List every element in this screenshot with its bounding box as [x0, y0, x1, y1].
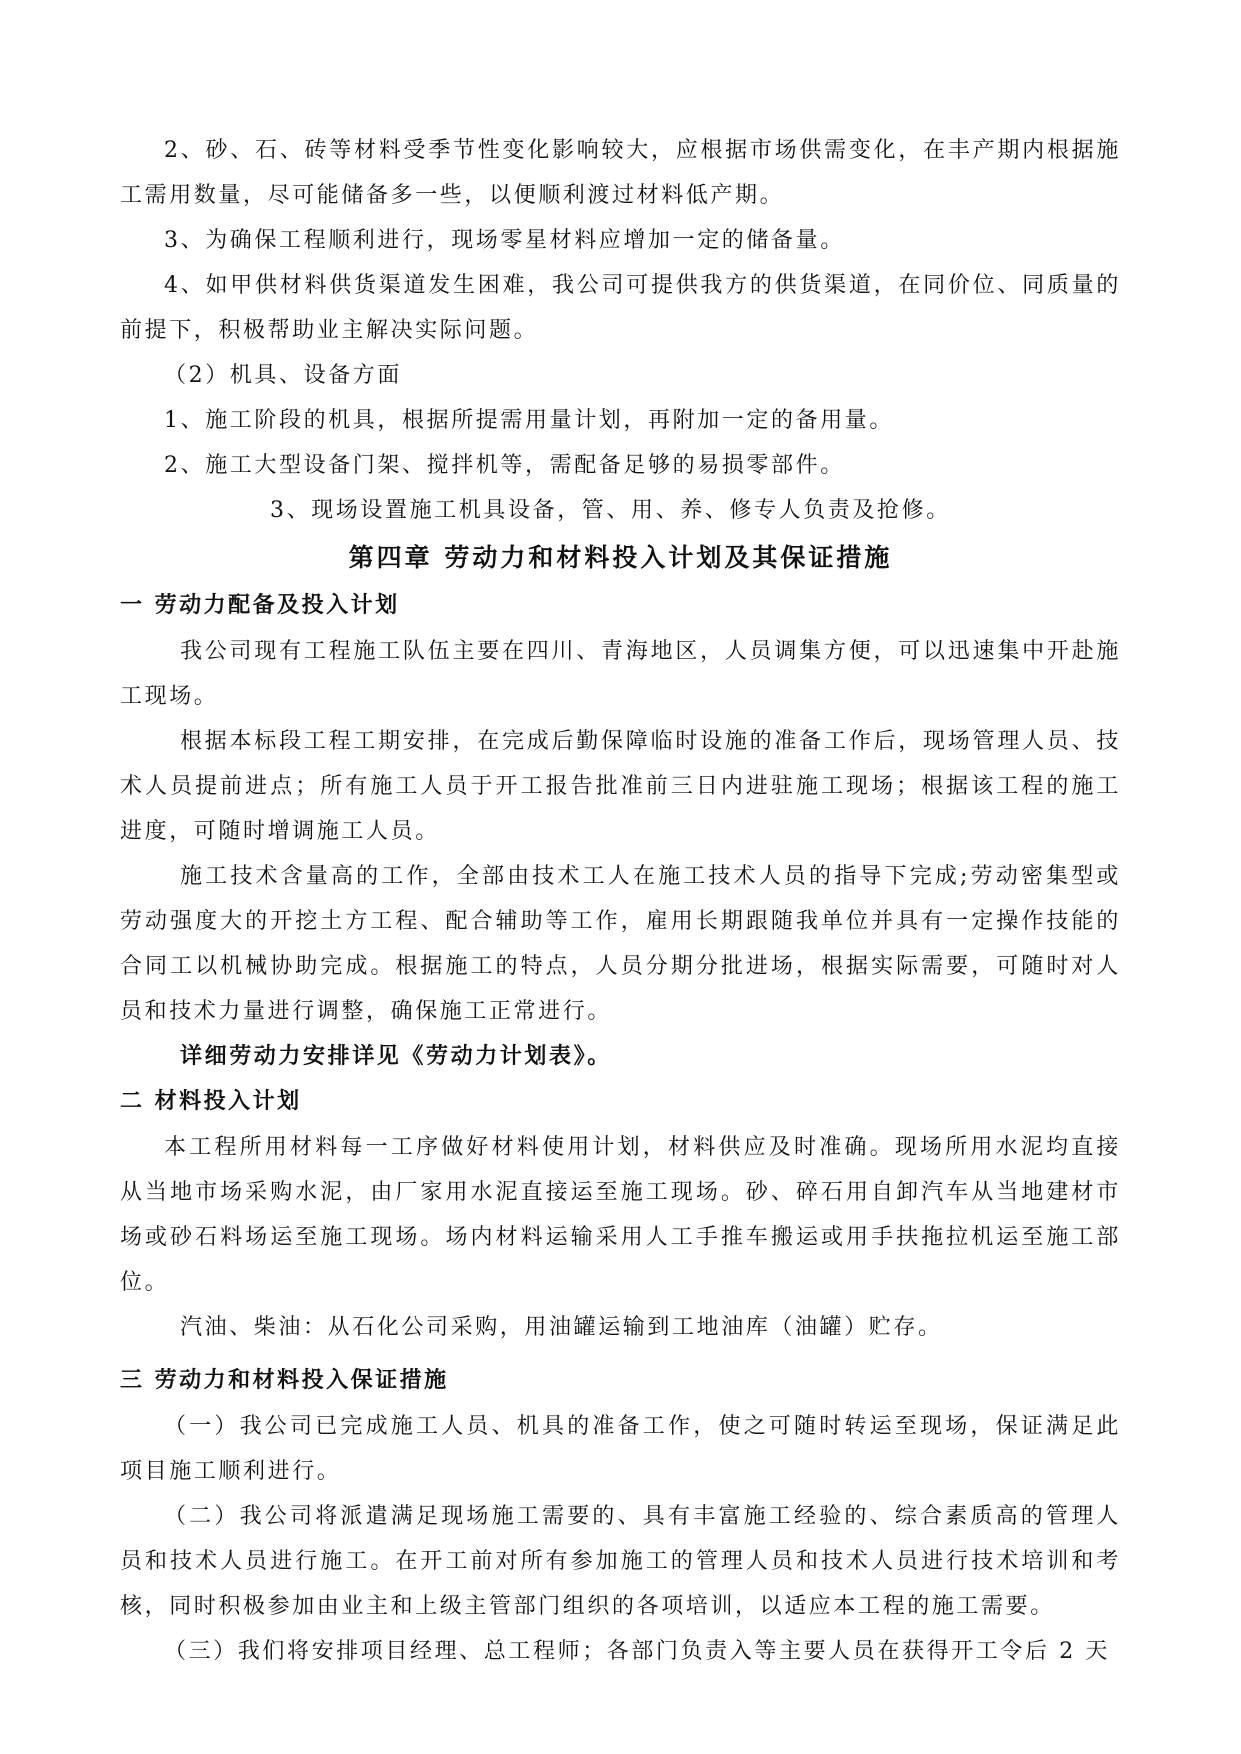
paragraph-guarantee-3: （三）我们将安排项目经理、总工程师；各部门负责入等主要人员在获得开工令后 2 天 — [164, 1639, 1110, 1664]
section-heading-labor: 一 劳动力配备及投入计划 — [120, 593, 400, 618]
paragraph-owner-supply: 4、如甲供材料供货渠道发生困难，我公司可提供我方的供货渠道，在同价位、同质量的前提下，积极帮助业主解决实际问题。 — [120, 273, 1121, 343]
paragraph-site-materials: 3、为确保工程顺利进行，现场零星材料应增加一定的储备量。 — [164, 228, 845, 253]
section-heading-guarantee: 三 劳动力和材料投入保证措施 — [120, 1368, 449, 1393]
paragraph-labor-3: 施工技术含量高的工作，全部由技术工人在施工技术人员的指导下完成;劳动密集型或劳动强度大的开挖土方工程、配合辅助等工作，雇用长期跟随我单位并具有一定操作技能的合同工以机械协助完成。根据施工的特点，人员分期分批进场，根据实际需要，可随时对人员和技术力量进行调整，确保施工正常进行。 — [120, 864, 1121, 1024]
paragraph-labor-1: 我公司现有工程施工队伍主要在四川、青海地区，人员调集方便，可以迅速集中开赴施工现场。 — [120, 639, 1121, 709]
paragraph-guarantee-1: （一）我公司已完成施工人员、机具的准备工作，使之可随时转运至现场，保证满足此项目施工顺利进行。 — [120, 1414, 1121, 1484]
paragraph-equipment-heading: （2）机具、设备方面 — [164, 363, 402, 388]
paragraph-equipment-2: 2、施工大型设备门架、搅拌机等，需配备足够的易损零部件。 — [164, 453, 845, 478]
paragraph-labor-2: 根据本标段工程工期安排，在完成后勤保障临时设施的准备工作后，现场管理人员、技术人员提前进点；所有施工人员于开工报告批准前三日内进驻施工现场；根据该工程的施工进度，可随时增调施工人员。 — [120, 729, 1121, 844]
paragraph-materials-1: 本工程所用材料每一工序做好材料使用计划，材料供应及时准确。现场所用水泥均直接从当地市场采购水泥，由厂家用水泥直接运至施工现场。砂、碎石用自卸汽车从当地建材市场或砂石料场运至施工现场。场内材料运输采用人工手推车搬运或用手扶拖拉机运至施工部位。 — [120, 1135, 1121, 1295]
paragraph-equipment-1: 1、施工阶段的机具，根据所提需用量计划，再附加一定的备用量。 — [164, 408, 894, 433]
chapter-title: 第四章 劳动力和材料投入计划及其保证措施 — [348, 543, 893, 572]
section-heading-materials: 二 材料投入计划 — [120, 1089, 302, 1114]
paragraph-labor-note: 详细劳动力安排详见《劳动力计划表》。 — [180, 1044, 612, 1069]
paragraph-guarantee-2: （二）我公司将派遣满足现场施工需要的、具有丰富施工经验的、综合素质高的管理人员和技术人员进行施工。在开工前对所有参加施工的管理人员和技术人员进行技术培训和考核，同时积极参加由业主和上级主管部门组织的各项培训，以适应本工程的施工需要。 — [120, 1504, 1121, 1619]
paragraph-materials-2: 汽油、柴油：从石化公司采购，用油罐运输到工地油库（油罐）贮存。 — [180, 1315, 943, 1340]
paragraph-sand-stone-brick: 2、砂、石、砖等材料受季节性变化影响较大，应根据市场供需变化，在丰产期内根据施工需用数量，尽可能储备多一些，以便顺利渡过材料低产期。 — [120, 138, 1121, 208]
paragraph-equipment-3: 3、现场设置施工机具设备，管、用、养、修专人负责及抢修。 — [270, 498, 951, 523]
